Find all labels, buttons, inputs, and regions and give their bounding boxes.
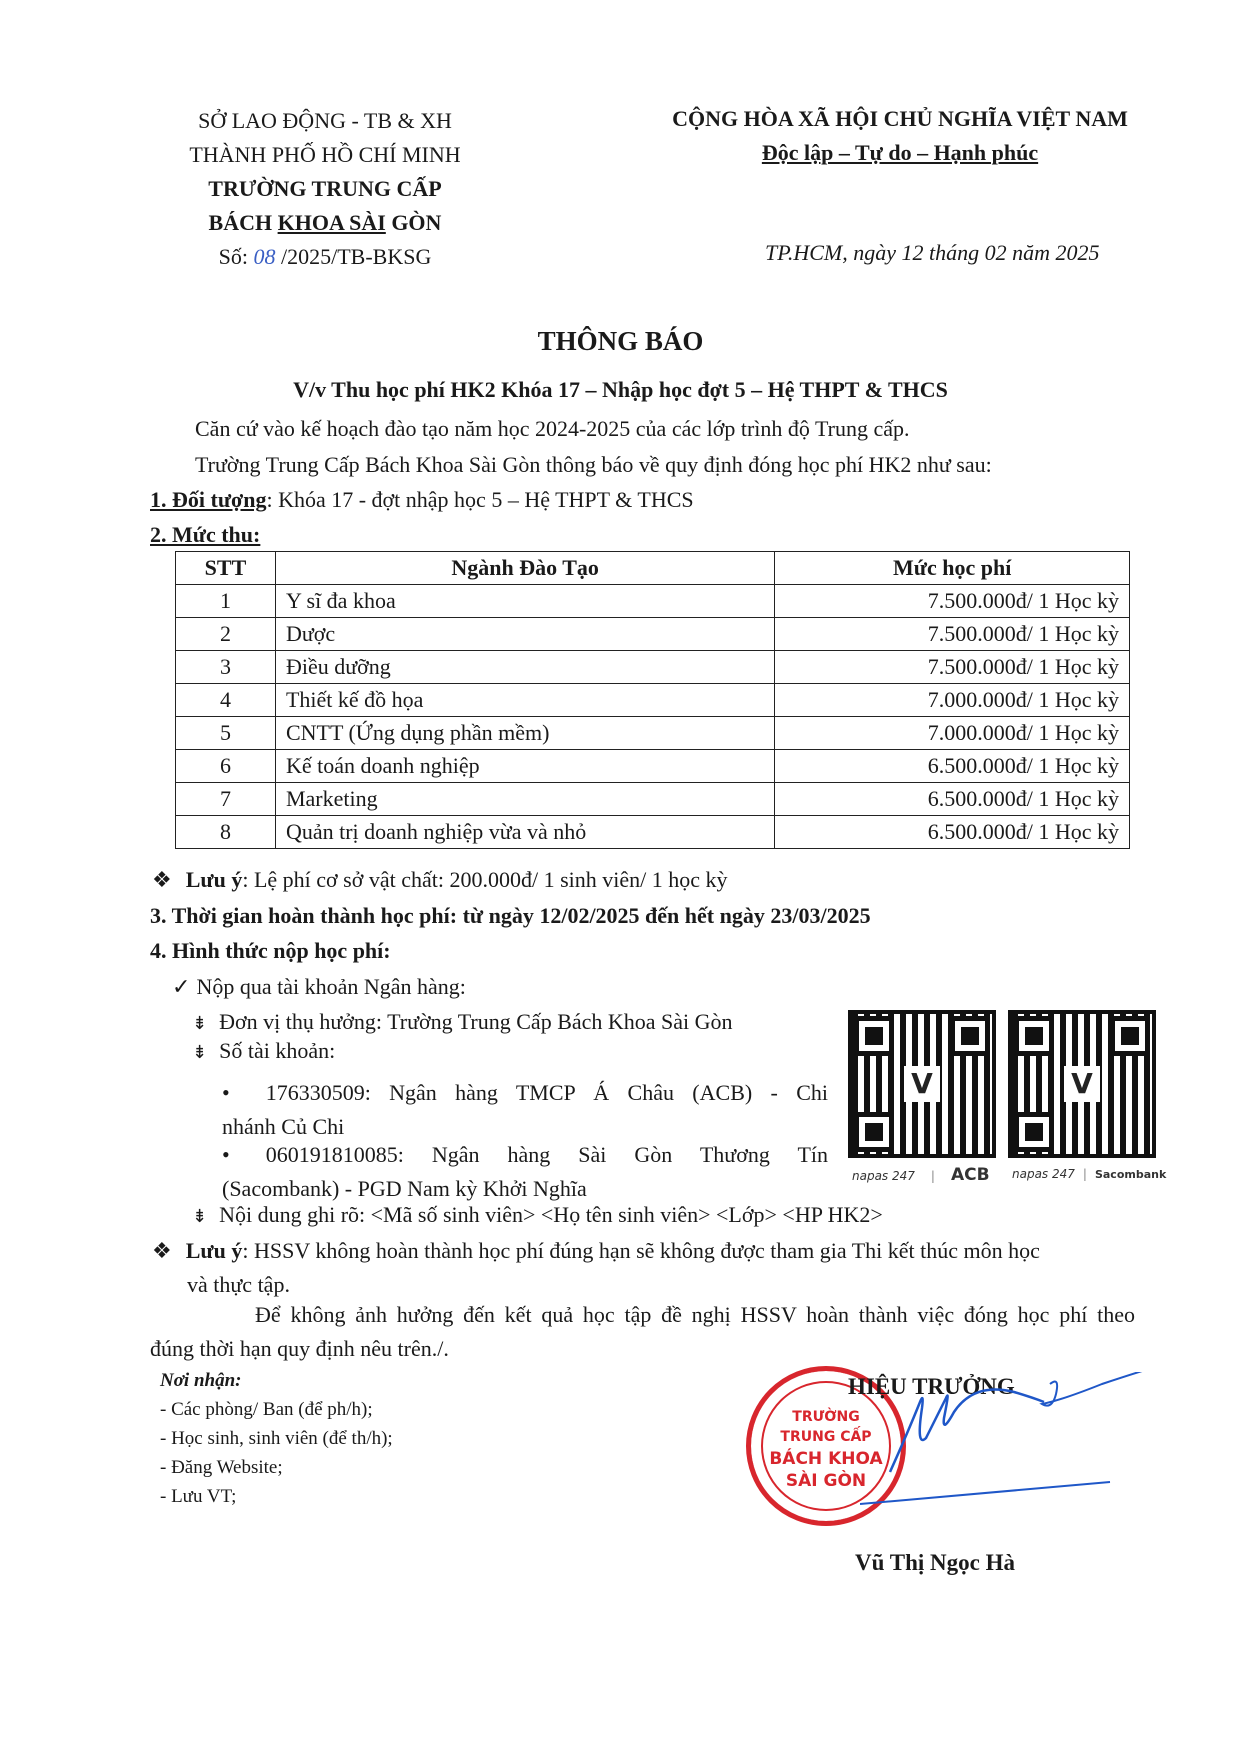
qr1-caption: napas 247 | ACB bbox=[852, 1165, 990, 1185]
qr-finder bbox=[854, 1016, 894, 1056]
recipient-item: - Lưu VT; bbox=[160, 1486, 237, 1507]
cell-fee: 7.000.000đ/ 1 Học kỳ bbox=[775, 684, 1130, 717]
account-scb-text: 060191810085: Ngân hàng Sài Gòn Thương Tín bbox=[265, 1142, 828, 1167]
check-icon: ✓ bbox=[172, 974, 191, 999]
qr-finder bbox=[854, 1112, 894, 1152]
note-text: : Lệ phí cơ sở vật chất: 200.000đ/ 1 sinh viên/ 1 học kỳ bbox=[242, 867, 728, 892]
arrow-bullet-icon: ⇟ bbox=[192, 1013, 208, 1034]
napas-label: napas 247 bbox=[852, 1169, 915, 1183]
closing-paragraph bbox=[150, 1298, 1135, 1366]
cell-program: Kế toán doanh nghiệp bbox=[275, 750, 774, 783]
beneficiary-text: Đơn vị thụ hưởng: Trường Trung Cấp Bách Khoa Sài Gòn bbox=[219, 1009, 733, 1034]
cell-stt: 5 bbox=[176, 717, 276, 750]
beneficiary-line bbox=[192, 1009, 733, 1035]
recipient-item: - Các phòng/ Ban (để ph/h); bbox=[160, 1399, 373, 1420]
cell-program: Thiết kế đồ họa bbox=[275, 684, 774, 717]
napas-label: napas 247 bbox=[1012, 1167, 1075, 1181]
recipients-title: Nơi nhận: bbox=[160, 1370, 242, 1391]
doc-no-label: Số: bbox=[218, 244, 254, 269]
cell-stt: 3 bbox=[176, 651, 276, 684]
payment-content-text: Nội dung ghi rõ: <Mã số sinh viên> <Họ tên sinh viên> <Lớp> <HP HK2> bbox=[219, 1202, 883, 1227]
bullet-dot-icon: • bbox=[222, 1142, 230, 1167]
arrow-bullet-icon: ⇟ bbox=[192, 1206, 208, 1227]
cell-stt: 1 bbox=[176, 585, 276, 618]
bank-intro-text: Nộp qua tài khoản Ngân hàng: bbox=[196, 974, 466, 999]
country-name: CỘNG HÒA XÃ HỘI CHỦ NGHĨA VIỆT NAM bbox=[672, 106, 1128, 131]
vietqr-logo-icon: V bbox=[904, 1066, 940, 1102]
note-deadline bbox=[152, 1234, 1152, 1302]
table-row bbox=[176, 684, 1130, 717]
document-number bbox=[140, 240, 510, 274]
acb-qr-code bbox=[848, 1010, 996, 1158]
account-scb-line2: (Sacombank) - PGD Nam kỳ Khởi Nghĩa bbox=[222, 1176, 587, 1201]
place-date: TP.HCM, ngày 12 tháng 02 năm 2025 bbox=[765, 240, 1100, 265]
qr2-caption: napas 247 | Sacombank bbox=[1012, 1167, 1167, 1181]
cell-fee: 7.500.000đ/ 1 Học kỳ bbox=[775, 651, 1130, 684]
section-4: 4. Hình thức nộp học phí: bbox=[150, 938, 391, 963]
section-1-text: : Khóa 17 - đợt nhập học 5 – Hệ THPT & THCS bbox=[266, 487, 694, 512]
diamond-bullet-icon: ❖ bbox=[152, 867, 172, 892]
account-acb bbox=[222, 1076, 828, 1144]
note-text: : HSSV không hoàn thành học phí đúng hạn sẽ không được tham gia Thi kết thúc môn học bbox=[242, 1238, 1040, 1263]
account-scb-line1 bbox=[222, 1138, 828, 1172]
note-facility-fee bbox=[152, 867, 728, 893]
table-row bbox=[176, 618, 1130, 651]
arrow-bullet-icon: ⇟ bbox=[192, 1042, 208, 1063]
cell-fee: 7.000.000đ/ 1 Học kỳ bbox=[775, 717, 1130, 750]
acb-logo-label: ACB bbox=[950, 1165, 990, 1185]
table-row bbox=[176, 783, 1130, 816]
note-label: Lưu ý bbox=[185, 1238, 243, 1263]
account-label-line bbox=[192, 1038, 335, 1064]
cell-fee: 7.500.000đ/ 1 Học kỳ bbox=[775, 585, 1130, 618]
table-row bbox=[176, 750, 1130, 783]
issuer-school-part-underlined: KHOA SÀI bbox=[277, 210, 386, 235]
note-label: Lưu ý bbox=[185, 867, 243, 892]
cell-fee: 6.500.000đ/ 1 Học kỳ bbox=[775, 750, 1130, 783]
seal-text: TRƯỜNG bbox=[792, 1409, 860, 1425]
national-motto: Độc lập – Tự do – Hạnh phúc bbox=[761, 140, 1039, 165]
recipient-item: - Đăng Website; bbox=[160, 1457, 283, 1478]
vietqr-logo-icon: V bbox=[1064, 1066, 1100, 1102]
cell-stt: 2 bbox=[176, 618, 276, 651]
table-row bbox=[176, 651, 1130, 684]
note-deadline-line2: và thực tập. bbox=[187, 1272, 290, 1297]
cell-program: Y sĩ đa khoa bbox=[275, 585, 774, 618]
cell-program: Quản trị doanh nghiệp vừa và nhỏ bbox=[275, 816, 774, 849]
handwritten-signature bbox=[860, 1372, 1160, 1532]
fee-table-header-row bbox=[176, 552, 1130, 585]
issuer-school-part: BÁCH bbox=[208, 210, 278, 235]
signer-title: HIỆU TRƯỞNG bbox=[848, 1374, 1015, 1399]
section-1 bbox=[150, 487, 694, 513]
recipients-block bbox=[160, 1366, 393, 1511]
section-2-label: 2. Mức thu: bbox=[150, 522, 261, 547]
issuer-city: THÀNH PHỐ HỒ CHÍ MINH bbox=[189, 142, 461, 167]
qr-finder bbox=[1110, 1016, 1150, 1056]
issuer-ministry: SỞ LAO ĐỘNG - TB & XH bbox=[198, 108, 452, 133]
table-row bbox=[176, 816, 1130, 849]
cell-fee: 6.500.000đ/ 1 Học kỳ bbox=[775, 816, 1130, 849]
qr-finder bbox=[1014, 1016, 1054, 1056]
cell-program: Điều dưỡng bbox=[275, 651, 774, 684]
cell-program: Marketing bbox=[275, 783, 774, 816]
signer-name: Vũ Thị Ngọc Hà bbox=[855, 1550, 1015, 1575]
issuer-block bbox=[140, 104, 510, 274]
account-acb-line1 bbox=[222, 1076, 828, 1110]
doc-no-handwritten: 08 bbox=[253, 244, 276, 269]
cell-program: Dược bbox=[275, 618, 774, 651]
account-label-text: Số tài khoản: bbox=[219, 1038, 336, 1063]
bullet-dot-icon: • bbox=[222, 1080, 230, 1105]
qr-finder bbox=[1014, 1112, 1054, 1152]
doc-no-suffix: /2025/TB-BKSG bbox=[275, 244, 432, 269]
account-acb-text: 176330509: Ngân hàng TMCP Á Châu (ACB) - Chi bbox=[265, 1080, 828, 1105]
cell-stt: 8 bbox=[176, 816, 276, 849]
document-subject: V/v Thu học phí HK2 Khóa 17 – Nhập học đợt 5 – Hệ THPT & THCS bbox=[293, 377, 948, 402]
header-program: Ngành Đào Tạo bbox=[275, 552, 774, 585]
cell-stt: 6 bbox=[176, 750, 276, 783]
national-header bbox=[615, 102, 1185, 170]
qr-finder bbox=[950, 1016, 990, 1056]
header-fee: Mức học phí bbox=[775, 552, 1130, 585]
cell-program: CNTT (Ứng dụng phần mềm) bbox=[275, 717, 774, 750]
closing-line1: Để không ảnh hưởng đến kết quả học tập đề nghị HSSV hoàn thành việc đóng học phí theo bbox=[255, 1302, 1135, 1327]
diamond-bullet-icon: ❖ bbox=[152, 1238, 172, 1263]
intro-line-1: Căn cứ vào kế hoạch đào tạo năm học 2024-2025 của các lớp trình độ Trung cấp. bbox=[195, 416, 910, 441]
table-row bbox=[176, 717, 1130, 750]
issuer-school-line2 bbox=[140, 206, 510, 240]
section-3: 3. Thời gian hoàn thành học phí: từ ngày 12/02/2025 đến hết ngày 23/03/2025 bbox=[150, 903, 871, 928]
fee-table bbox=[175, 551, 1130, 849]
issuer-school-line1: TRƯỜNG TRUNG CẤP bbox=[208, 176, 442, 201]
bank-intro bbox=[172, 974, 466, 1000]
intro-line-2: Trường Trung Cấp Bách Khoa Sài Gòn thông báo về quy định đóng học phí HK2 như sau: bbox=[195, 452, 992, 477]
document-title: THÔNG BÁO bbox=[537, 326, 704, 356]
account-sacombank bbox=[222, 1138, 828, 1206]
section-1-label: 1. Đối tượng bbox=[150, 487, 267, 512]
seal-text: TRUNG CẤP bbox=[780, 1429, 872, 1445]
seal-text: SÀI GÒN bbox=[785, 1471, 867, 1491]
account-acb-line2: nhánh Củ Chi bbox=[222, 1114, 345, 1139]
sacombank-qr-code bbox=[1008, 1010, 1156, 1158]
table-row bbox=[176, 585, 1130, 618]
cell-stt: 7 bbox=[176, 783, 276, 816]
closing-line2: đúng thời hạn quy định nêu trên./. bbox=[150, 1336, 449, 1361]
issuer-school-part-end: GÒN bbox=[385, 210, 442, 235]
recipient-item: - Học sinh, sinh viên (để th/h); bbox=[160, 1428, 393, 1449]
header-stt: STT bbox=[176, 552, 276, 585]
note-deadline-line1 bbox=[152, 1234, 1152, 1268]
cell-fee: 6.500.000đ/ 1 Học kỳ bbox=[775, 783, 1130, 816]
payment-content-line bbox=[192, 1202, 883, 1228]
cell-stt: 4 bbox=[176, 684, 276, 717]
seal-text: BÁCH KHOA bbox=[769, 1449, 883, 1469]
cell-fee: 7.500.000đ/ 1 Học kỳ bbox=[775, 618, 1130, 651]
sacombank-logo-label: Sacombank bbox=[1094, 1168, 1167, 1181]
